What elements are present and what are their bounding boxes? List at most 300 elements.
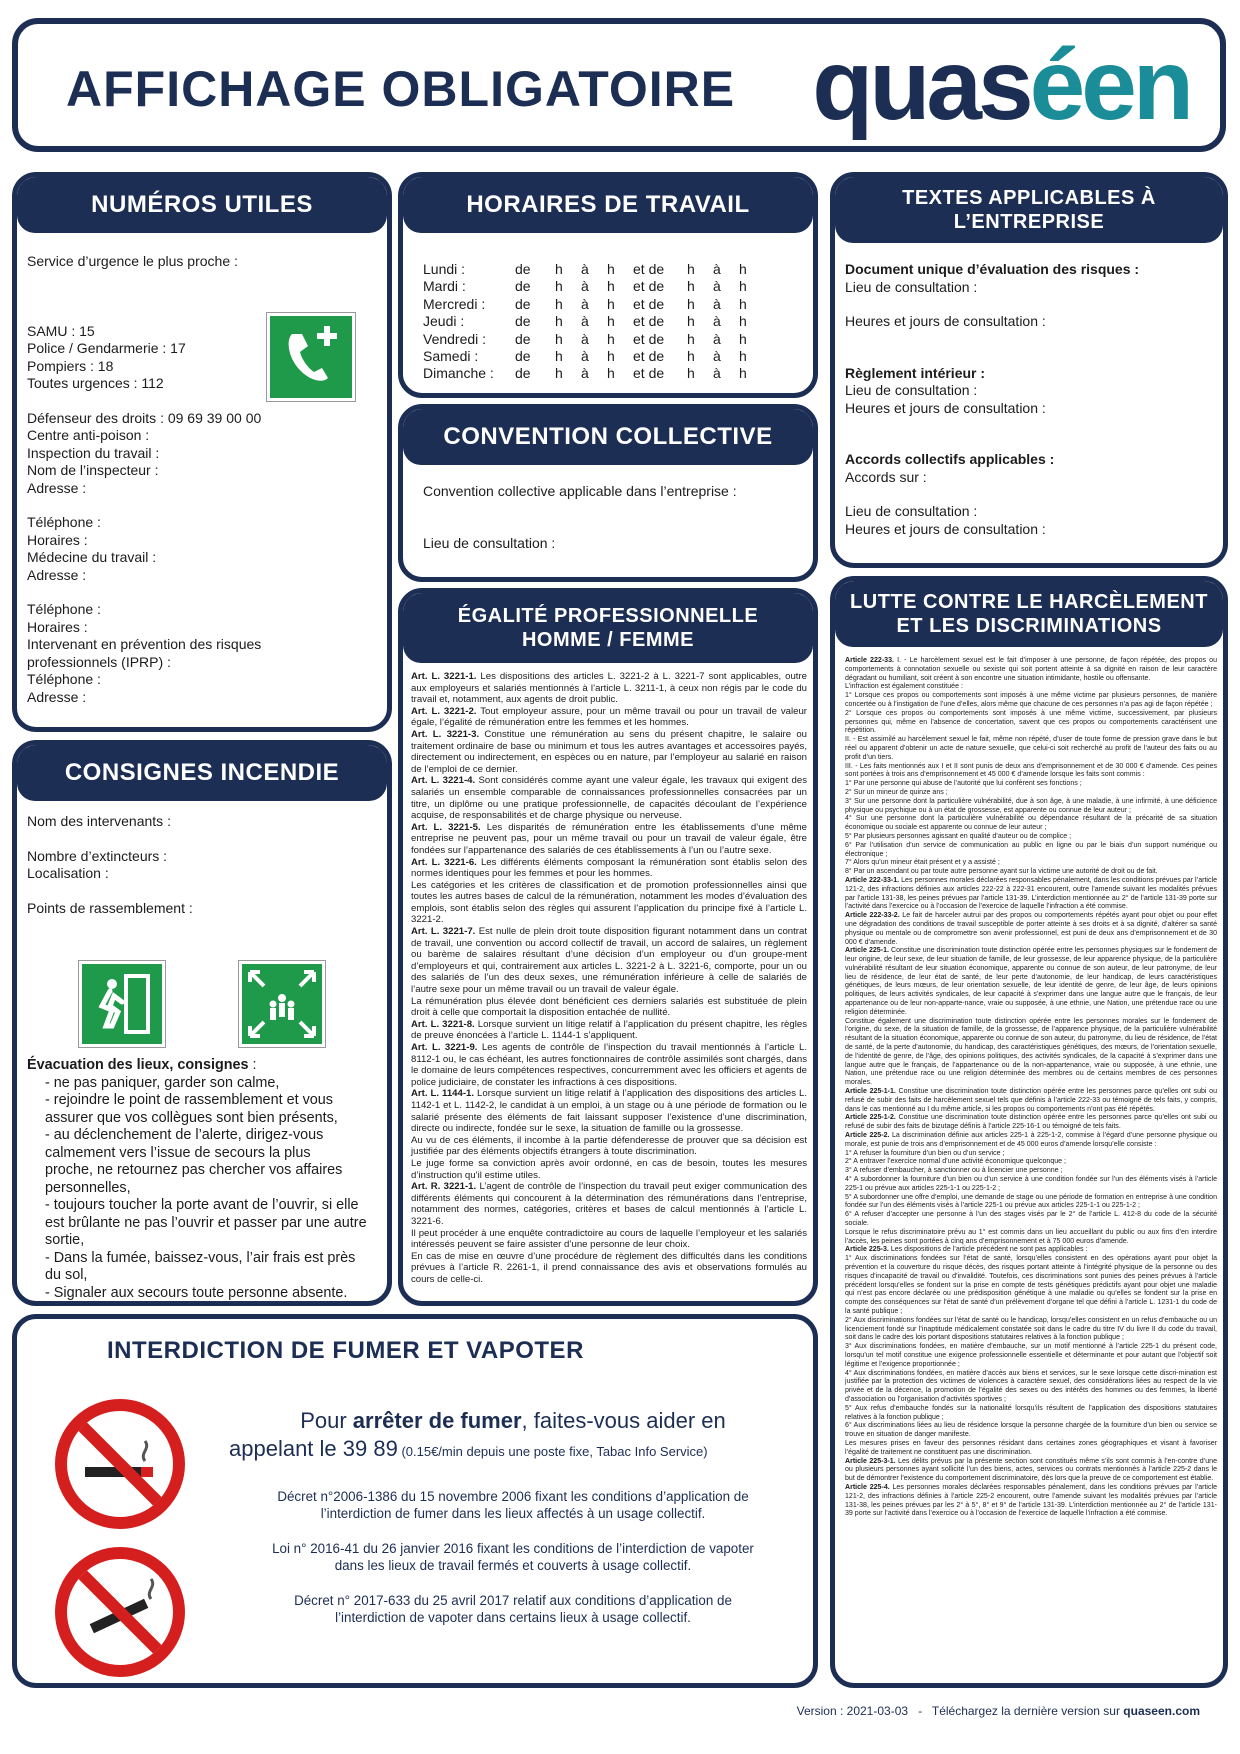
day-label: Mardi :: [423, 278, 466, 295]
article-text: 6° Aux discriminations liées au lieu de résidence lorsque la personne chargée de la fourniture d’un bien ou service se trouve en situation de danger manifeste.: [845, 1422, 1217, 1439]
a-label: à: [713, 330, 721, 347]
schedule-row: [423, 331, 765, 348]
article-text: 4° Sur une personne dont la particulière vulnérabilité ou dépendance résultant de la précarité de sa situation économique ou sociale est apparente ou connue de leur auteur ;: [845, 815, 1217, 832]
h-label: h: [739, 261, 747, 277]
article-text: En cas de mise en œuvre d’une procédure de règlement des difficultés dans les conditions prévues à l’article R. 2261-1, il prend connaissance des avis et observations formulés au cours de celle-ci.: [411, 1250, 807, 1285]
article-text: Sont considérés comme ayant une valeur égale, les travaux qui exigent des salariés un ensemble comparable de connaissances professionnelles consacrées par un titre, un diplôme ou une pratique professionnelle, de capacités découlant de l’expérience acquise, de responsabilités et de charge physique ou nerveuse.: [411, 775, 807, 822]
h-label: h: [607, 313, 615, 330]
etde-label: et de: [633, 278, 665, 295]
legal-paragraph: [845, 657, 1217, 683]
article-reference: Art. L. 3221-2.: [411, 705, 477, 717]
consigne-line: du sol,: [45, 1267, 88, 1283]
iprp-label-2: professionnels (IPRP) :: [27, 653, 171, 670]
de-label: de: [515, 348, 531, 365]
h-label: h: [555, 313, 563, 330]
no-vaping-icon: [55, 1547, 185, 1677]
article-reference: Art. L. 3221-1.: [411, 671, 477, 682]
a-label: à: [581, 261, 589, 277]
article-text: Les disparités de rémunération entre les établissements d’une même entreprise ne peuvent pas, pour un même travail ou pour un travail de valeur égale, être fondées sur l’appartenance des salariés de ces établissements à l’un ou l’autre sexe.: [411, 821, 807, 856]
horaires-panel: [398, 172, 818, 398]
accords-label: Accords collectifs applicables :: [845, 451, 1055, 467]
etde-label: et de: [633, 330, 665, 347]
h-label: h: [607, 348, 615, 365]
fumer-appelant: appelant le 39 89: [229, 1436, 398, 1461]
samu-number: SAMU : 15: [27, 322, 95, 339]
legal-paragraph: [845, 842, 1217, 860]
textes-title-line-2: L’ENTREPRISE: [953, 211, 1105, 233]
legal-paragraph: [411, 706, 807, 729]
consigne-line: assurer que vos collègues sont bien présents,: [45, 1109, 338, 1126]
consigne-line: proche, ne retournez pas chercher vos affaires: [45, 1162, 343, 1178]
legal-paragraph: [845, 1176, 1217, 1194]
egalite-title-line-1: ÉGALITÉ PROFESSIONNELLE: [457, 605, 759, 627]
convention-lieu-label: Lieu de consultation :: [423, 534, 556, 551]
etde-label: et de: [633, 313, 665, 330]
article-text: Constitue une discrimination toute distinction opérée entre les personnes parce qu’elles ont subi ou refusé de subir des faits de bizutage définis à l’article 225-16-1 ou témoigné de tels faits.: [845, 1114, 1217, 1131]
legal-paragraph: [845, 1132, 1217, 1150]
no-smoking-icon: [55, 1399, 185, 1529]
article-text: Lorsque survient un litige relatif à l’application des dispositions des articles L. 1142-1 et L. 1142-2, le candidat à un emploi, à un stage ou à une période de formation ou le salarié présente des éléments de fait laissant supposer l’existence d’une discrimination, directe ou indirecte, fondée sur le sexe, la situation de famille ou la grossesse.: [411, 1088, 808, 1135]
harcelement-title: [835, 581, 1223, 647]
article-text: La rémunération plus élevée dont bénéficient ces derniers salariés est substituée de plein droit à celle que comportait la disposition entachée de nullité.: [411, 995, 807, 1019]
etde-label: et de: [633, 348, 665, 365]
footer: [797, 1704, 1200, 1718]
article-reference: Art. L. 3221-3.: [411, 728, 480, 740]
article-text: 2° Sur un mineur de quinze ans ;: [845, 788, 948, 796]
article-reference: Article 225-3-1.: [845, 1457, 896, 1465]
iprp-label: Intervenant en prévention des risques: [27, 636, 262, 652]
heures-label: Heures et jours de consultation :: [845, 399, 1046, 416]
article-reference: Art. L. 3221-7.: [411, 926, 476, 938]
legal-paragraph: [411, 1228, 807, 1251]
article-text: Au vu de ces éléments, il incombe à la partie défenderesse de prouver que sa décision est justifiée par des éléments objectifs étrangers à toute discrimination.: [411, 1134, 807, 1158]
article-text: 2° Aux discriminations fondées sur l’état de santé ou le handicap, lorsqu’elles consistent en un refus d’embauche ou un licenciement fondé sur l’inaptitude médicalement constatée soit dans le cadre du titre IV du livre II du code du travail, soit dans le cadre des lois portant dispositions statutaires relatives à la fonction publique ;: [845, 1316, 1217, 1342]
h-label: h: [687, 313, 695, 330]
article-text: La discrimination définie aux articles 225-1 à 225-1-2, commise à l’égard d’une personne physique ou morale, est punie de trois ans d’emprisonnement et de 45 000 euros d’amende lorsqu’elle consiste :: [845, 1132, 1217, 1148]
article-text: Le juge forme sa conviction après avoir ordonné, en cas de besoin, toutes les mesures d’instruction qu’il estime utiles.: [411, 1157, 807, 1181]
legal-paragraph: [845, 1484, 1217, 1519]
article-text: L’infraction est également constituée :: [845, 683, 963, 691]
textes-title: [835, 177, 1223, 243]
legal-paragraph: [845, 1018, 1217, 1088]
article-text: Tout employeur assure, pour un même travail ou pour un travail de valeur égale, l’égalité de rémunération entre les femmes et les hommes.: [411, 705, 808, 729]
article-text: Les personnes morales déclarées responsables pénalement, dans les conditions prévues par l’article 121-2, des infractions définies à l’article 225-2 encourent, outre l’amende suivant les modalités prévues par l’article 131-38, les peines prévues par les 2° à 5°, 8° et 9° de l’article 131-39. L’interdiction mentionnée au 2° de l’article 131-39 porte sur l’activité dans l’exercice ou à l’occasion de l’exercice de laquelle l’infraction a été commise.: [845, 1483, 1218, 1518]
h-label: h: [687, 261, 695, 277]
legal-paragraph: [411, 1181, 807, 1227]
article-text: Les différents éléments composant la rémunération sont établis selon des normes identiques pour les femmes et pour les hommes.: [411, 856, 807, 880]
decret-2017-line-2: l’interdiction de vapoter dans certains lieux à usage collectif.: [335, 1610, 691, 1625]
consigne-line: - au déclenchement de l’alerte, dirigez-vous: [45, 1127, 324, 1143]
adresse-label: Adresse :: [27, 566, 87, 583]
h-label: h: [555, 330, 563, 347]
legal-paragraph: [411, 1251, 807, 1286]
article-reference: Art. L. 3221-8.: [411, 1018, 475, 1030]
harcelement-legal-text: [845, 657, 1217, 1519]
article-text: Constitue une rémunération au sens du présent chapitre, le salaire ou traitement ordinaire de base ou minimum et tous les autres avantages et accessoires payés, directement ou indirectement, en espèces ou en nature, par l’employeur au salarié en raison de l’emploi de ce dernier.: [411, 728, 808, 775]
legal-paragraph: [411, 1088, 807, 1134]
article-text: 1° Par une personne qui abuse de l’autorité que lui confèrent ses fonctions ;: [845, 780, 1082, 788]
legal-paragraph: [845, 692, 1217, 710]
inspecteur-label: Nom de l’inspecteur :: [27, 462, 159, 478]
article-text: 4° Aux discriminations fondées, en matière d’accès aux biens et services, sur le sexe lorsque cette discri-mination est justifiée par la protection des victimes de violences à caractère sexuel, des considérations liées au respect de la vie privée et de la décence, la promotion de l’égalité des sexes ou des intérêts des hommes ou des femmes, la liberté d’association ou l’organisation d’activités sportives ;: [845, 1369, 1217, 1403]
h-label: h: [739, 365, 747, 382]
article-text: 1° Lorsque ces propos ou comportements sont imposés à une même victime par plusieurs personnes, de manière concertée ou à l’instigation de l’une d’elles, alors même que chacune de ces personnes n’a pas agi de façon répétée ;: [845, 692, 1217, 708]
legal-paragraph: [411, 1135, 807, 1158]
h-label: h: [555, 348, 563, 365]
logo-part-b: éen: [1029, 29, 1190, 141]
h-label: h: [607, 365, 615, 382]
a-label: à: [713, 313, 721, 330]
article-text: 5° Par plusieurs personnes agissant en qualité d’auteur ou de complice ;: [845, 832, 1072, 840]
header: [12, 18, 1226, 152]
article-reference: Article 225-1-1.: [845, 1088, 896, 1096]
legal-paragraph: [845, 877, 1217, 912]
article-text: Les personnes morales déclarées responsables pénalement, dans les conditions prévues par l’article 121-2, des infractions définies aux articles 222-22 à 222-31 encourent, outre l’amende suivant les modalités prévues par l’article 131-38, les peines prévues par l’article 131-39. L’interdiction mentionnée au 2° de l’article 131-39 porte sur l’activité dans l’exercice ou à l’occasion de l’exercice de laquelle l’infraction a été commise.: [845, 876, 1217, 911]
article-text: 6° A refuser d’accepter une personne à l’un des stages visés par le 2° de l’article L. 412-8 du code de la sécurité sociale.: [845, 1211, 1217, 1227]
decret-2017-line-1: Décret n° 2017-633 du 25 avril 2017 relatif aux conditions d’application de: [294, 1593, 732, 1608]
article-text: II. - Est assimilé au harcèlement sexuel le fait, même non répété, d’user de toute forme de pression grave dans le but réel ou apparent d’obtenir un acte de nature sexuelle, que celui-ci soit recherché au profit de l’auteur des faits ou au profit d’un tiers.: [845, 736, 1217, 761]
article-reference: Article 225-2.: [845, 1132, 890, 1140]
consigne-line: - Dans la fumée, baissez-vous, l’air frais est près: [45, 1249, 356, 1266]
website-link[interactable]: quaseen.com: [1123, 1704, 1200, 1718]
medecine-label: Médecine du travail :: [27, 549, 157, 565]
legal-paragraph: [411, 822, 807, 857]
numeros-utiles-title: NUMÉROS UTILES: [17, 177, 387, 233]
emergency-phone-icon: [267, 313, 355, 401]
a-label: à: [581, 330, 589, 347]
article-text: Les agents de contrôle de l’inspection du travail mentionnés à l’article L. 8112-1 ou, le cas échéant, les autres fonctionnaires de contrôle assimilés sont chargés, dans le domaine de leurs compétences respectives, concurremment avec les officiers et agents de police judiciaire, de constater les infractions à ces dispositions.: [411, 1042, 807, 1088]
loi-2016-line-1: Loi n° 2016-41 du 26 janvier 2016 fixant les conditions de l’interdiction de vapoter: [272, 1541, 754, 1556]
textes-panel: [830, 172, 1228, 568]
schedule-row: [423, 313, 765, 330]
duer-label: Document unique d’évaluation des risques :: [845, 261, 1140, 277]
day-label: Dimanche :: [423, 365, 494, 382]
h-label: h: [555, 261, 563, 277]
heures-label: Heures et jours de consultation :: [845, 520, 1046, 537]
decret-2006-line-1: Décret n°2006-1386 du 15 novembre 2006 fixant les conditions d’application de: [277, 1489, 749, 1504]
legal-paragraph: [845, 833, 1217, 842]
h-label: h: [607, 278, 615, 295]
quaseen-logo[interactable]: [812, 28, 1190, 143]
article-text: Les catégories et les critères de classification et de promotion professionnelles ainsi que toutes les autres bases de calcul de la rémunération, notamment les modes d’évaluation des emplois, sont établis selon des règles qui assurent l’application du principe fixé à l’article L. 3221-2.: [411, 879, 807, 926]
extincteurs-label: Nombre d’extincteurs :: [27, 847, 168, 864]
h-label: h: [687, 295, 695, 312]
textes-title-line-1: TEXTES APPLICABLES À: [902, 187, 1156, 209]
article-text: 1° A refuser la fourniture d’un bien ou d’un service ;: [845, 1149, 1005, 1157]
h-label: h: [555, 278, 563, 295]
article-text: 2° A entraver l’exercice normal d’une activité économique quelconque ;: [845, 1158, 1067, 1166]
article-text: Il peut procéder à une enquête contradictoire au cours de laquelle l’employeur et les salariés intéressés peuvent se faire assister d’une personne de leur choix.: [411, 1227, 807, 1251]
etde-label: et de: [633, 261, 665, 277]
egalite-title-line-2: HOMME / FEMME: [521, 629, 695, 651]
article-reference: Art. L. 3221-4.: [411, 775, 476, 787]
consignes-incendie-panel: [12, 740, 392, 1306]
heures-label: Heures et jours de consultation :: [845, 313, 1046, 329]
intervenants-label: Nom des intervenants :: [27, 813, 171, 829]
harcelement-title-line-1: LUTTE CONTRE LE HARCÈLEMENT: [850, 591, 1208, 613]
a-label: à: [713, 261, 721, 277]
h-label: h: [739, 348, 747, 365]
legal-paragraph: [845, 1194, 1217, 1212]
article-text: Constitue une discrimination toute distinction opérée entre les personnes parce qu’elles ont subi ou refusé de subir des faits de harcèlement sexuel tels que définis à l’article 222-33 ou témoigné de tels faits, y compris, dans le cas mentionné au I du même article, si les propos ou comportements n’ont pas été répétés.: [845, 1088, 1217, 1113]
article-text: Les délits prévus par la présente section sont constitués même s’ils sont commis à l’en-contre d’une ou plusieurs personnes ayant sollicité l’un des biens, actes, services ou contrats mentionnés à l’article 225-2 dans le but de démontrer l’existence du comportement discriminatoire, dès lors que la preuve de ce comportement est établie.: [845, 1457, 1217, 1483]
h-label: h: [687, 330, 695, 347]
schedule-row: [423, 278, 765, 295]
h-label: h: [555, 295, 563, 312]
article-text: 5° Aux refus d’embauche fondés sur la nationalité lorsqu’ils résultent de l’application des dispositions statutaires relatives à la fonction publique ;: [845, 1404, 1217, 1421]
legal-paragraph: [845, 736, 1217, 762]
decret-2006-line-2: l’interdiction de fumer dans les lieux affectés à un usage collectif.: [320, 1506, 706, 1521]
reglement-label: Règlement intérieur :: [845, 364, 986, 381]
h-label: h: [687, 278, 695, 295]
legal-paragraph: [845, 1422, 1217, 1440]
article-text: 2° Lorsque ces propos ou comportements sont imposés à une même victime, successivement, par plusieurs personnes qui, même en l’absence de concertation, savent que ces propos ou comportements caractérisent une répétition.: [845, 709, 1217, 735]
article-text: Lorsque le refus discriminatoire prévu au 1° est commis dans un lieu accueillant du public ou aux fins d’en interdire l’accès, les peines sont portées à cinq ans d’emprisonnement et à 75 000 euros d’amende.: [845, 1228, 1217, 1245]
legal-paragraph: [845, 1114, 1217, 1132]
article-reference: Article 225-1-2.: [845, 1114, 896, 1122]
schedule-row: [423, 348, 765, 365]
consignes-incendie-title: CONSIGNES INCENDIE: [17, 745, 387, 801]
lieu-label: Lieu de consultation :: [845, 382, 978, 398]
article-reference: Article 222-33-1.: [845, 876, 900, 884]
etde-label: et de: [633, 295, 665, 312]
consigne-line: calmement vers l’issue de secours la plus: [45, 1144, 311, 1161]
a-label: à: [713, 278, 721, 295]
legal-paragraph: [845, 1317, 1217, 1343]
urgences-number: Toutes urgences : 112: [27, 375, 164, 391]
legal-paragraph: [845, 1246, 1217, 1255]
a-label: à: [713, 295, 721, 312]
article-text: 7° Alors qu’un mineur était présent et y a assisté ;: [845, 859, 1000, 867]
convention-title: CONVENTION COLLECTIVE: [403, 409, 813, 465]
a-label: à: [581, 278, 589, 295]
article-reference: Article 225-1.: [845, 947, 889, 955]
article-text: Les mesures prises en faveur des personnes résidant dans certaines zones géographiques et visant à favoriser l’égalité de traitement ne constituent pas une discrimination.: [845, 1439, 1217, 1456]
article-reference: Article 225-4.: [845, 1483, 890, 1491]
article-text: 6° Par l’utilisation d’un service de communication au public en ligne ou par le biais d’un support numérique ou électronique ;: [845, 841, 1217, 858]
fumer-title: INTERDICTION DE FUMER ET VAPOTER: [107, 1337, 584, 1364]
a-label: à: [581, 295, 589, 312]
h-label: h: [607, 261, 615, 277]
de-label: de: [515, 330, 531, 347]
article-text: 1° Aux discriminations fondées sur l’état de santé, lorsqu’elles consistent en des opérations ayant pour objet la prévention et la couverture du risque décès, des risques portant atteinte à l’intégrité physique de la personne ou des risques d’incapacité de travail ou d’invalidité. Toutefois, ces discriminations sont punies des peines prévues à l’article précédent lorsqu’elles se fondent sur la prise en compte de tests génétiques prédictifs ayant pour objet une maladie qui n’est pas encore déclarée ou une prédisposition génétique à une maladie ou qu’elles se fondent sur la prise en compte des conséquences sur l’état de santé d’un prélèvement d’organe tel que défini à l’article L. 1231-1 du code de la santé publique ;: [845, 1255, 1217, 1315]
legal-paragraph: [845, 947, 1217, 1017]
telephone-label: Téléphone :: [27, 671, 101, 687]
legal-paragraph: [845, 780, 1217, 789]
consigne-line: personnelles,: [45, 1179, 131, 1196]
consigne-line: - toujours toucher la porte avant de l’ouvrir, si elle: [45, 1197, 359, 1213]
article-reference: Art. L. 3221-6.: [411, 856, 477, 868]
article-text: 3° A refuser d’embaucher, à sanctionner ou à licencier une personne ;: [845, 1167, 1063, 1175]
etde-label: et de: [633, 365, 665, 382]
egalite-title: [403, 593, 813, 663]
page-title: AFFICHAGE OBLIGATOIRE: [66, 61, 736, 117]
legal-paragraph: [845, 710, 1217, 736]
h-label: h: [739, 330, 747, 347]
legal-paragraph: [845, 859, 1217, 868]
horaires-title: HORAIRES DE TRAVAIL: [403, 177, 813, 233]
legal-paragraph: [845, 1088, 1217, 1114]
de-label: de: [515, 365, 531, 382]
h-label: h: [739, 313, 747, 330]
lieu-label: Lieu de consultation :: [845, 503, 978, 519]
consigne-line: - ne pas paniquer, garder son calme,: [45, 1074, 280, 1091]
h-label: h: [739, 295, 747, 312]
article-text: Constitue également une discrimination toute distinction opérée entre les personnes morales sur le fondement de l’origine, du sexe, de la situation de famille, de la grossesse, de l’apparence physique, de la particulière vulnérabilité résultant de la situation économique, apparente ou connue de son auteur, du patronyme, du lieu de résidence, de l’état de santé, de la perte d’autonomie, du handicap, des caractéristiques génétiques, des mœurs, de l’orientation sexuelle, de l’identité de genre, de l’âge, des opinions politiques, des activités syndicales, de la capacité à s’exprimer dans une langue autre que le français, de l’appartenance ou de la non-appartenance, vraie ou supposée, à une ethnie, une Nation, une prétendue race ou une religion déterminée des membres ou de certains membres de ces personnes morales.: [845, 1017, 1217, 1087]
article-text: Les dispositions de l’article précédent ne sont pas applicables :: [888, 1246, 1088, 1254]
fumer-arreter: arrêter de fumer: [352, 1408, 522, 1433]
consigne-line: sortie,: [45, 1232, 85, 1248]
article-text: L’agent de contrôle de l’inspection du travail peut exiger communication des différents éléments qui concourent à la détermination des rémunérations dans l’entreprise, notamment des normes, catégories, critères et bases de calcul mentionnés à l’article L. 3221-6.: [411, 1181, 807, 1227]
article-text: 5° A subordonner une offre d’emploi, une demande de stage ou une période de formation en entreprise à une condition fondée sur l’un des éléments visés à l’article 225-1 ou prévue aux articles 225-1-1 ou 225-1-2 ;: [845, 1193, 1217, 1210]
legal-paragraph: [845, 912, 1217, 947]
legal-paragraph: [845, 1255, 1217, 1317]
inspection-label: Inspection du travail :: [27, 444, 160, 461]
fumer-panel: [12, 1314, 818, 1688]
h-label: h: [555, 365, 563, 382]
day-label: Samedi :: [423, 348, 479, 365]
article-reference: Article 225-3.: [845, 1246, 889, 1254]
article-reference: Art. L. 1144-1.: [411, 1088, 475, 1100]
legal-paragraph: [411, 1158, 807, 1181]
schedule-row: [423, 296, 765, 313]
schedule-row: [423, 261, 765, 278]
day-label: Mercredi :: [423, 295, 486, 312]
legal-paragraph: [845, 1440, 1217, 1458]
article-text: III. - Les faits mentionnés aux I et II sont punis de deux ans d’emprisonnement et de 30 000 € d’amende. Ces peines sont portées à trois ans d’emprisonnement et 45 000 € d’amende lorsque les faits sont commis :: [845, 762, 1217, 779]
de-label: de: [515, 295, 531, 312]
legal-paragraph: [411, 1042, 807, 1088]
day-label: Jeudi :: [423, 313, 465, 330]
a-label: à: [581, 348, 589, 365]
legal-paragraph: [845, 868, 1217, 877]
legal-paragraph: [845, 815, 1217, 833]
evacuation-title: Évacuation des lieux, consignes: [27, 1057, 249, 1073]
a-label: à: [581, 313, 589, 330]
legal-paragraph: [411, 880, 807, 926]
legal-paragraph: [845, 1370, 1217, 1405]
article-text: Constitue une discrimination toute distinction opérée entre les personnes physiques sur le fondement de leur origine, de leur sexe, de leur situation de famille, de leur grossesse, de leur apparence physique, de la particulière vulnérabilité résultant de leur situation économique, apparente ou connue de son auteur, de leur patronyme, de leur lieu de résidence, de leur état de santé, de leur perte d’autonomie, de leur handicap, de leurs caractéristiques génétiques, de leurs mœurs, de leur orientation sexuelle, de leur identité de genre, de leur âge, de leurs opinions politiques, de leurs activités syndicales, de leur capacité à s’exprimer dans une langue autre que le français, de leur appartenance ou de leur non-apparte-nance, vraie ou supposée, à une ethnie, une Nation, une prétendue race ou une religion déterminée.: [845, 947, 1218, 1016]
police-number: Police / Gendarmerie : 17: [27, 340, 186, 356]
consigne-line: - Signaler aux secours toute personne absente.: [45, 1284, 348, 1301]
lieu-label: Lieu de consultation :: [845, 278, 978, 295]
legal-paragraph: [411, 857, 807, 880]
horaires-label: Horaires :: [27, 618, 88, 635]
de-label: de: [515, 278, 531, 295]
fumer-pour: Pour: [300, 1408, 353, 1433]
article-text: 4° A subordonner la fourniture d’un bien ou d’un service à une condition fondée sur l’un des éléments visés à l’article 225-1 ou prévue aux articles 225-1-1 ou 225-1-2 ;: [845, 1176, 1217, 1192]
legal-paragraph: [845, 1458, 1217, 1484]
legal-paragraph: [411, 1019, 807, 1042]
convention-panel: [398, 404, 818, 582]
article-reference: Art. L. 3221-9.: [411, 1042, 478, 1053]
localisation-label: Localisation :: [27, 865, 109, 881]
numeros-utiles-panel: [12, 172, 392, 732]
a-label: à: [713, 365, 721, 382]
h-label: h: [687, 365, 695, 382]
evacuation-colon: :: [248, 1057, 257, 1073]
h-label: h: [687, 348, 695, 365]
accords-sur-label: Accords sur :: [845, 468, 927, 485]
consigne-line: - rejoindre le point de rassemblement et vous: [45, 1092, 333, 1108]
legal-paragraph: [845, 1229, 1217, 1247]
harcelement-title-line-2: ET LES DISCRIMINATIONS: [896, 615, 1162, 637]
consigne-line: est brûlante ne pas l’ouvrir et passer par une autre: [45, 1214, 367, 1231]
article-text: 3° Aux discriminations fondées, en matière d’embauche, sur un motif mentionné à l’article 225-1 du présent code, lorsqu’un tel motif constitue une exigence professionnelle essentielle et déterminante et pour autant que l’objectif soit légitime et l’exigence proportionnée ;: [845, 1343, 1217, 1368]
legal-paragraph: [845, 1405, 1217, 1423]
legal-paragraph: [845, 1158, 1217, 1167]
a-label: à: [713, 348, 721, 365]
convention-applicable-label: Convention collective applicable dans l’entreprise :: [423, 483, 737, 499]
legal-paragraph: [411, 729, 807, 775]
legal-paragraph: [845, 798, 1217, 816]
day-label: Lundi :: [423, 261, 466, 277]
schedule-table: [423, 261, 765, 383]
article-reference: Art. R. 3221-1.: [411, 1181, 477, 1193]
fumer-tarif: (0.15€/min depuis une poste fixe, Tabac Info Service): [397, 1444, 708, 1459]
harcelement-panel: [830, 576, 1228, 1688]
article-reference: Article 222-33.: [845, 657, 894, 664]
legal-paragraph: [845, 763, 1217, 781]
article-text: 3° Sur une personne dont la particulière vulnérabilité, due à son âge, à une maladie, à une infirmité, à une déficience physique ou psychique ou à un état de grossesse, est apparente ou connue de leur auteur ;: [845, 797, 1217, 814]
legal-paragraph: [845, 1167, 1217, 1176]
telephone-label: Téléphone :: [27, 601, 101, 617]
a-label: à: [581, 365, 589, 382]
article-text: Lorsque survient un litige relatif à l’application du présent chapitre, les règles de preuve énoncées à l’article L. 1144-1 s’appliquent.: [411, 1018, 807, 1042]
telephone-label: Téléphone :: [27, 514, 101, 530]
egalite-panel: [398, 588, 818, 1306]
schedule-row: [423, 365, 765, 382]
article-text: Est nulle de plein droit toute disposition figurant notamment dans un contrat de travail, une convention ou accord collectif de travail, un accord de salaires, un règlement ou barème de salaires résultant d’une décision d’un employeur ou d’un groupe-ment d’employeurs et qui, contrairement aux articles L. 3221-2 à L. 3221-6, comporte, pour un ou des salariés de l’un des deux sexes, une rémunération inférieure à celle de salariés de l’autre sexe pour un même travail ou un travail de valeur égale.: [411, 926, 808, 996]
loi-2016-line-2: dans les lieux de travail fermés et couverts à usage collectif.: [334, 1558, 692, 1573]
article-reference: Art. L. 3221-5.: [411, 821, 481, 833]
defenseur-number: Défenseur des droits : 09 69 39 00 00: [27, 409, 262, 426]
logo-part-a: quas: [812, 29, 1030, 141]
legal-paragraph: [845, 1343, 1217, 1369]
legal-paragraph: [411, 671, 807, 706]
download-label: Téléchargez la dernière version sur: [931, 1704, 1120, 1718]
legal-paragraph: [411, 996, 807, 1019]
emergency-exit-icon: [79, 961, 165, 1047]
horaires-label: Horaires :: [27, 531, 88, 548]
article-text: I. - Le harcèlement sexuel est le fait d’imposer à une personne, de façon répétée, des propos ou comportements à connotation sexuelle ou sexiste qui soit portent atteinte à sa dignité en raison de leur caractère dégradant ou humiliant, soit créent à son encontre une situation intimidante, hostile ou offensante.: [845, 657, 1217, 682]
fumer-faites: , faites-vous aider en: [521, 1408, 726, 1433]
assembly-point-icon: [239, 961, 325, 1047]
article-text: Les dispositions des articles L. 3221-2 à L. 3221-7 sont applicables, outre aux employeurs et salariés mentionnés à l’article L. 3211-1, à ceux non régis par le code du travail et, notamment, aux agents de droit public.: [411, 671, 807, 706]
legal-paragraph: [411, 775, 807, 821]
urgence-label: Service d’urgence le plus proche :: [27, 253, 238, 269]
rassemblement-label: Points de rassemblement :: [27, 899, 193, 916]
article-text: Le fait de harceler autrui par des propos ou comportements répétés ayant pour objet ou pour effet une dégradation des conditions de travail susceptible de porter atteinte à ses droits et à sa dignité, d’altérer sa santé physique ou mentale ou de compromettre son avenir professionnel, est puni de deux ans d’emprisonnement et de 30 000 € d’amende.: [845, 912, 1217, 946]
egalite-legal-text: [411, 671, 807, 1285]
de-label: de: [515, 261, 531, 277]
adresse-label: Adresse :: [27, 479, 87, 496]
adresse-label: Adresse :: [27, 688, 87, 705]
legal-paragraph: [845, 789, 1217, 798]
footer-separator: -: [918, 1704, 923, 1718]
legal-paragraph: [845, 683, 1217, 692]
h-label: h: [607, 295, 615, 312]
legal-paragraph: [411, 926, 807, 996]
de-label: de: [515, 313, 531, 330]
h-label: h: [607, 330, 615, 347]
h-label: h: [739, 278, 747, 295]
legal-paragraph: [845, 1211, 1217, 1229]
article-reference: Article 222-33-2.: [845, 912, 900, 920]
antipoison-label: Centre anti-poison :: [27, 427, 150, 443]
day-label: Vendredi :: [423, 330, 487, 347]
article-text: 8° Par un ascendant ou par toute autre personne ayant sur la victime une autorité de droit ou de fait.: [845, 868, 1158, 876]
